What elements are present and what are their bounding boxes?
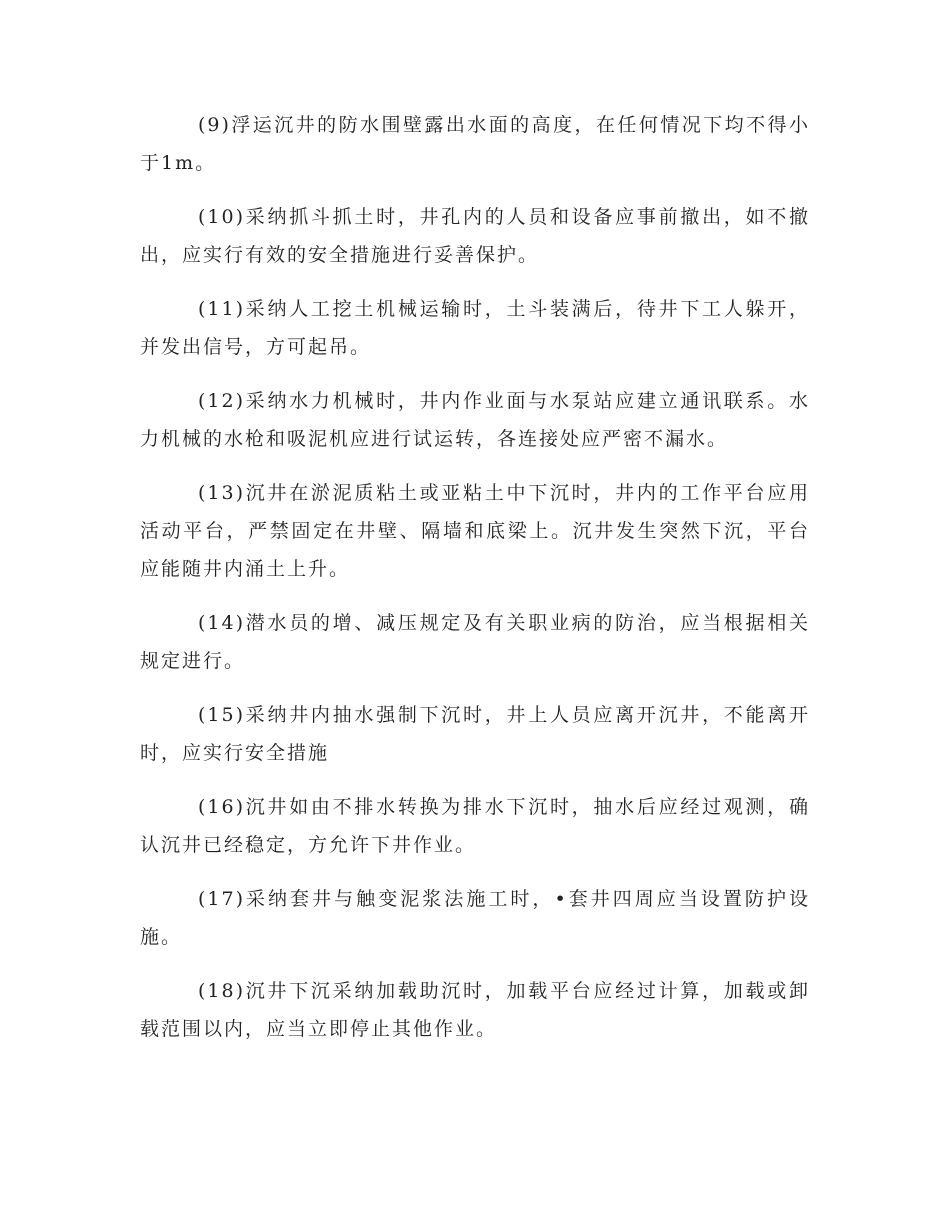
paragraph-12: (12)采纳水力机械时，井内作业面与水泵站应建立通讯联系。水力机械的水枪和吸泥机应进行试运转，各连接处应严密不漏水。 xyxy=(140,390,810,450)
paragraph-11: (11)采纳人工挖土机械运输时，土斗装满后，待井下工人躲开，并发出信号，方可起吊。 xyxy=(140,298,810,358)
paragraph-13: (13)沉井在淤泥质粘土或亚粘土中下沉时，井内的工作平台应用活动平台，严禁固定在井壁、隔墙和底梁上。沉井发生突然下沉，平台应能随井内涌土上升。 xyxy=(140,482,810,580)
paragraph-18: (18)沉井下沉采纳加载助沉时，加载平台应经过计算，加载或卸载范围以内，应当立即停止其他作业。 xyxy=(140,980,810,1040)
paragraph-17: (17)采纳套井与触变泥浆法施工时，•套井四周应当设置防护设施。 xyxy=(140,888,810,948)
paragraph-15: (15)采纳井内抽水强制下沉时，井上人员应离开沉井，不能离开时，应实行安全措施 xyxy=(140,704,810,764)
paragraph-14: (14)潜水员的增、减压规定及有关职业病的防治，应当根据相关规定进行。 xyxy=(140,612,810,672)
paragraph-16: (16)沉井如由不排水转换为排水下沉时，抽水后应经过观测，确认沉井已经稳定，方允许下井作业。 xyxy=(140,796,810,856)
paragraph-10: (10)采纳抓斗抓土时，井孔内的人员和设备应事前撤出，如不撤出，应实行有效的安全措施进行妥善保护。 xyxy=(140,206,810,266)
paragraph-9: (9)浮运沉井的防水围壁露出水面的高度，在任何情况下均不得小于1m。 xyxy=(140,114,810,174)
document-body xyxy=(140,106,810,1064)
